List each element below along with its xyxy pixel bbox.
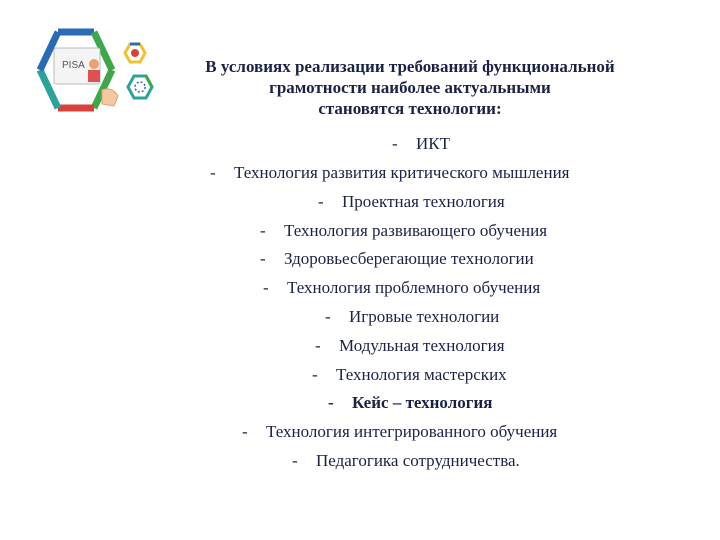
list-item: - Игровые технологии: [325, 307, 500, 326]
list-item: - Педагогика сотрудничества.: [292, 451, 520, 470]
heading-line-1: В условиях реализации требований функциональной: [205, 57, 615, 76]
list-item: - Технология развития критического мышления: [210, 163, 570, 182]
list-item: - Технология интегрированного обучения: [242, 422, 558, 441]
pisa-logo-text: PISA: [62, 60, 85, 71]
list-item: - Технология развивающего обучения: [260, 221, 548, 240]
heading: [150, 56, 670, 119]
list-item: - Технология мастерских: [312, 365, 507, 384]
list-item: - Проектная технология: [318, 192, 505, 211]
list-item: - Кейс – технология: [328, 393, 493, 412]
heading-line-2: грамотности наиболее актуальными: [269, 78, 551, 97]
list-item: - ИКТ: [392, 134, 450, 153]
heading-line-3: становятся технологии:: [318, 99, 502, 118]
pisa-logo: [36, 26, 162, 118]
list-item: - Здоровьесберегающие технологии: [260, 249, 534, 268]
list-item: - Модульная технология: [315, 336, 505, 355]
list-item: - Технология проблемного обучения: [263, 278, 541, 297]
pisa-hexagon-icon: [36, 26, 162, 118]
